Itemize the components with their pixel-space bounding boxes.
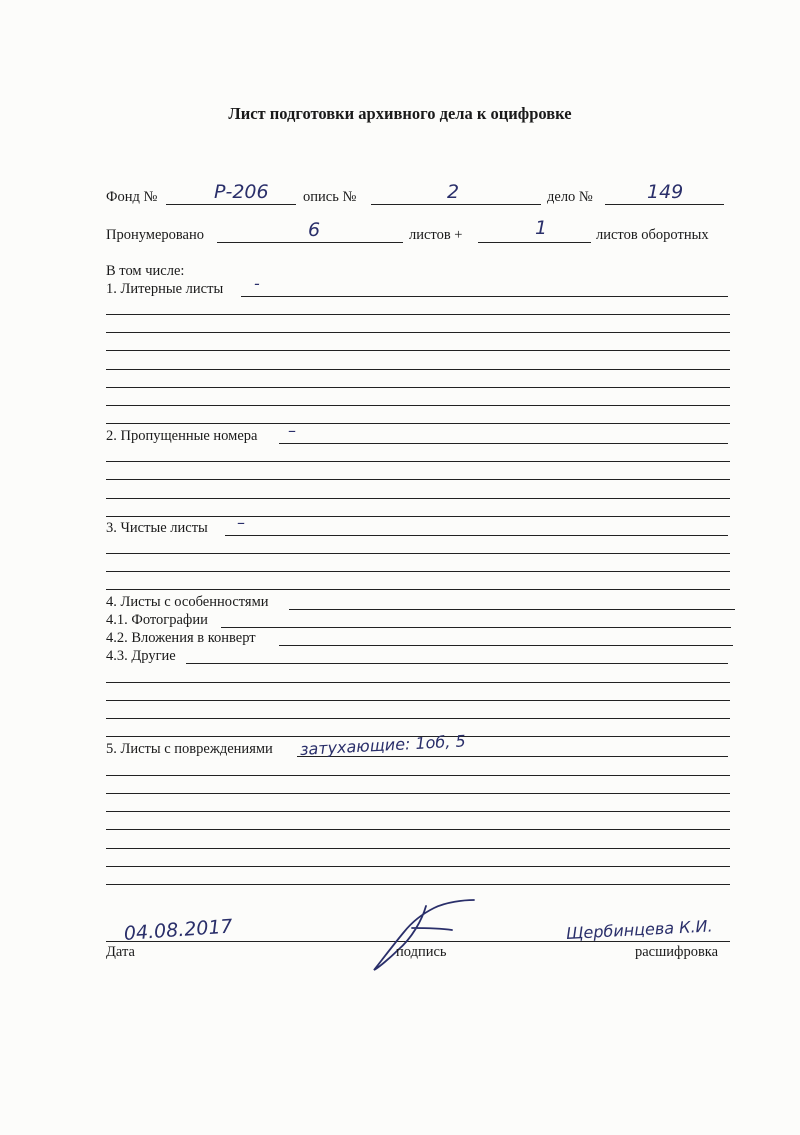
photos-line xyxy=(221,627,731,628)
reverse-field-line xyxy=(478,242,591,243)
blank-line xyxy=(106,866,730,867)
opis-value: 2 xyxy=(447,181,460,203)
blank-line xyxy=(106,405,730,406)
missing-numbers-label: 2. Пропущенные номера xyxy=(106,428,258,444)
date-value: 04.08.2017 xyxy=(123,915,234,945)
fond-field-line xyxy=(166,204,296,205)
blank-line xyxy=(106,479,730,480)
numbered-field-line xyxy=(217,242,403,243)
delo-value: 149 xyxy=(647,181,684,203)
photos-label: 4.1. Фотографии xyxy=(106,612,208,628)
blank-line xyxy=(106,571,730,572)
damaged-sheets-label: 5. Листы с повреждениями xyxy=(106,741,273,757)
blank-line xyxy=(106,350,730,351)
blank-sheets-value: – xyxy=(237,513,245,532)
decoding-label: расшифровка xyxy=(635,944,719,960)
reverse-label: листов оборотных xyxy=(596,227,709,243)
special-sheets-label: 4. Листы с особенностями xyxy=(106,594,269,610)
fond-value: Р-206 xyxy=(214,181,269,203)
blank-line xyxy=(106,498,730,499)
missing-numbers-value: – xyxy=(288,421,296,440)
including-label: В том числе: xyxy=(106,263,185,279)
special-sheets-line xyxy=(289,609,735,610)
blank-line xyxy=(106,829,730,830)
date-label: Дата xyxy=(106,944,135,960)
opis-label: опись № xyxy=(303,189,357,205)
blank-sheets-line xyxy=(225,535,728,536)
literal-sheets-label: 1. Литерные листы xyxy=(106,281,224,297)
blank-line xyxy=(106,848,730,849)
envelope-line xyxy=(279,645,733,646)
envelope-label: 4.2. Вложения в конверт xyxy=(106,630,256,646)
reverse-value: 1 xyxy=(535,217,548,239)
blank-line xyxy=(106,811,730,812)
blank-line xyxy=(106,369,730,370)
signature-label: подпись xyxy=(396,944,447,960)
blank-line xyxy=(106,387,730,388)
blank-line xyxy=(106,775,730,776)
blank-line xyxy=(106,461,730,462)
damaged-sheets-value: затухающие: 1об, 5 xyxy=(299,731,467,759)
blank-line xyxy=(106,700,730,701)
opis-field-line xyxy=(371,204,541,205)
blank-line xyxy=(106,423,730,424)
sheets-plus-label: листов + xyxy=(409,227,463,243)
blank-sheets-label: 3. Чистые листы xyxy=(106,520,208,536)
blank-line xyxy=(106,682,730,683)
delo-label: дело № xyxy=(547,189,593,205)
blank-line xyxy=(106,589,730,590)
fond-label: Фонд № xyxy=(106,189,158,205)
missing-numbers-line xyxy=(279,443,728,444)
blank-line xyxy=(106,884,730,885)
blank-line xyxy=(106,718,730,719)
blank-line xyxy=(106,332,730,333)
delo-field-line xyxy=(605,204,724,205)
blank-line xyxy=(106,553,730,554)
handwritten-signature xyxy=(368,898,480,974)
other-label: 4.3. Другие xyxy=(106,648,176,664)
blank-line xyxy=(106,314,730,315)
numbered-label: Пронумеровано xyxy=(106,227,205,243)
blank-line xyxy=(106,793,730,794)
blank-line xyxy=(106,516,730,517)
page-title: Лист подготовки архивного дела к оцифровке xyxy=(228,104,572,123)
decoding-value: Щербинцева К.И. xyxy=(565,916,714,943)
numbered-value: 6 xyxy=(308,219,321,241)
other-line xyxy=(186,663,728,664)
literal-sheets-value: - xyxy=(254,274,260,293)
literal-sheets-line xyxy=(241,296,728,297)
